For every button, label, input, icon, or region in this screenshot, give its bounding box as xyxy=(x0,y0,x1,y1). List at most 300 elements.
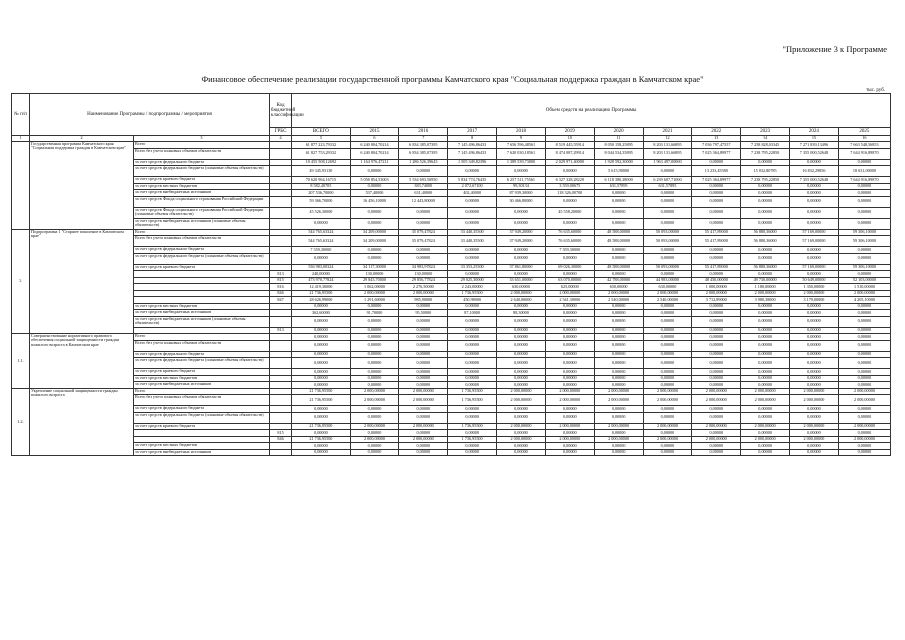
amount-cell: 0,00000 xyxy=(838,183,890,190)
amount-cell: 1 736,95500 xyxy=(448,436,497,443)
amount-cell: 0,00000 xyxy=(497,253,546,264)
amount-cell: 61 827 753,29332 xyxy=(292,148,350,159)
amount-cell: 6 239 607,71000 xyxy=(643,177,692,184)
column-number: 4 xyxy=(269,136,291,142)
amount-cell: 0,00000 xyxy=(790,449,839,456)
amount-cell: 402,40000 xyxy=(448,190,497,197)
amount-cell: 48 588,00000 xyxy=(594,236,643,247)
amount-cell: 48 450,00000 xyxy=(692,277,741,284)
amount-cell: 0,00000 xyxy=(350,406,399,413)
amount-cell: 2 000,00000 xyxy=(350,436,399,443)
amount-cell: 0,00000 xyxy=(790,310,839,317)
amount-cell: 0,00000 xyxy=(399,166,448,177)
table-row xyxy=(12,166,891,177)
appendix-label: "Приложение 3 к Программе xyxy=(782,44,887,54)
amount-cell: 2 541,30000 xyxy=(545,297,594,304)
amount-cell: 0,00000 xyxy=(741,340,790,351)
amount-cell: 118 326,00700 xyxy=(545,190,594,197)
amount-cell: 57 169,00000 xyxy=(790,229,839,236)
amount-cell: 2 000,00000 xyxy=(350,290,399,297)
amount-cell: 2 000,00000 xyxy=(741,290,790,297)
amount-cell: 7 355 000,52648 xyxy=(790,148,839,159)
amount-cell: 0,00000 xyxy=(692,369,741,376)
source-label: Всего xyxy=(134,334,270,341)
header-year: 2021 xyxy=(643,128,692,136)
amount-cell: 0,00000 xyxy=(497,406,546,413)
column-number: 5 xyxy=(292,136,350,142)
amount-cell: 0,00000 xyxy=(790,303,839,310)
amount-cell: 2 000,00000 xyxy=(350,388,399,395)
amount-cell: 0,00000 xyxy=(643,247,692,254)
amount-cell: 2 000,00000 xyxy=(692,423,741,430)
amount-cell: 0,00000 xyxy=(594,271,643,278)
amount-cell: 0,00000 xyxy=(838,449,890,456)
amount-cell: 0,00000 xyxy=(594,443,643,450)
amount-cell: 3 980,38000 xyxy=(741,297,790,304)
amount-cell: 0,00000 xyxy=(448,271,497,278)
amount-cell: 0,00000 xyxy=(448,247,497,254)
amount-cell: 5 534 693,56950 xyxy=(399,177,448,184)
amount-cell: 6 834 385,07395 xyxy=(399,142,448,149)
amount-cell: 0,00000 xyxy=(350,430,399,437)
amount-cell: 0,00000 xyxy=(741,443,790,450)
amount-cell: 0,00000 xyxy=(790,183,839,190)
grbs-code xyxy=(269,340,291,351)
amount-cell: 2 000,00000 xyxy=(497,436,546,443)
amount-cell: 0,00000 xyxy=(448,351,497,358)
amount-cell: 21 736,95500 xyxy=(292,388,350,395)
source-label: за счет средств местных бюджетов xyxy=(134,375,270,382)
amount-cell: 5 615,90000 xyxy=(594,166,643,177)
amount-cell: 130,00000 xyxy=(399,271,448,278)
amount-cell: 625,00000 xyxy=(545,284,594,291)
source-label: за счет средств федерального бюджета xyxy=(134,351,270,358)
amount-cell: 56 880,36000 xyxy=(741,264,790,271)
amount-cell: 0,00000 xyxy=(399,406,448,413)
amount-cell: 631,57895 xyxy=(643,183,692,190)
source-label: Всего xyxy=(134,388,270,395)
amount-cell: 0,00000 xyxy=(594,247,643,254)
amount-cell: 7 238 795,22850 xyxy=(741,177,790,184)
amount-cell: 6 327 328,28229 xyxy=(545,177,594,184)
amount-cell: 0,00000 xyxy=(399,449,448,456)
amount-cell: 0,00000 xyxy=(790,316,839,327)
amount-cell: 0,00000 xyxy=(399,303,448,310)
amount-cell: 34 117,30000 xyxy=(350,264,399,271)
amount-cell: 13 233,45580 xyxy=(692,166,741,177)
grbs-code xyxy=(269,395,291,406)
amount-cell: 87,10000 xyxy=(448,310,497,317)
amount-cell: 0,00000 xyxy=(545,218,594,229)
source-label: за счет средств местных бюджетов xyxy=(134,303,270,310)
source-label: за счет средств краевого бюджета xyxy=(134,423,270,430)
amount-cell: 0,00000 xyxy=(692,340,741,351)
amount-cell: 50 093,00000 xyxy=(643,236,692,247)
amount-cell: 0,00000 xyxy=(838,369,890,376)
amount-cell: 1 291,60000 xyxy=(350,297,399,304)
amount-cell: 2 000,00000 xyxy=(350,395,399,406)
amount-cell: 3 179,00000 xyxy=(790,297,839,304)
amount-cell: 2 000,00000 xyxy=(692,395,741,406)
amount-cell: 0,00000 xyxy=(692,159,741,166)
amount-cell: 0,00000 xyxy=(790,406,839,413)
grbs-code xyxy=(269,236,291,247)
amount-cell: 3 712,89000 xyxy=(692,297,741,304)
amount-cell: 0,00000 xyxy=(643,449,692,456)
amount-cell: 0,00000 xyxy=(350,375,399,382)
amount-cell: 7 663 548,56853 xyxy=(838,142,890,149)
amount-cell: 2 000,00000 xyxy=(399,388,448,395)
amount-cell: 0,00000 xyxy=(350,316,399,327)
amount-cell: 5 834 774,76435 xyxy=(448,177,497,184)
amount-cell: 0,00000 xyxy=(497,166,546,177)
amount-cell: 2 029 971,40000 xyxy=(545,159,594,166)
amount-cell: 0,00000 xyxy=(643,271,692,278)
amount-cell: 44 983,00000 xyxy=(643,277,692,284)
amount-cell: 1 062,00000 xyxy=(350,284,399,291)
amount-cell: 42 788,00000 xyxy=(594,277,643,284)
amount-cell: 1 928 592,30000 xyxy=(594,159,643,166)
amount-cell: 0,00000 xyxy=(643,207,692,218)
amount-cell: 0,00000 xyxy=(399,218,448,229)
amount-cell: 0,00000 xyxy=(838,340,890,351)
source-label: Всего без учета плановых объемов обязательств xyxy=(134,236,270,247)
amount-cell: 0,00000 xyxy=(643,430,692,437)
amount-cell: 0,00000 xyxy=(292,406,350,413)
amount-cell: 0,00000 xyxy=(350,247,399,254)
amount-cell: 21 736,95500 xyxy=(292,290,350,297)
amount-cell: 0,00000 xyxy=(292,358,350,369)
amount-cell: 0,00000 xyxy=(448,430,497,437)
amount-cell: 69 026,30000 xyxy=(545,264,594,271)
amount-cell: 0,00000 xyxy=(643,316,692,327)
amount-cell: 2 000,00000 xyxy=(594,423,643,430)
amount-cell: 0,00000 xyxy=(692,183,741,190)
amount-cell: 2 000,00000 xyxy=(692,290,741,297)
amount-cell: 2 000,00000 xyxy=(350,423,399,430)
amount-cell: 45 526,30000 xyxy=(292,207,350,218)
amount-cell: 2 072,67100 xyxy=(448,183,497,190)
amount-cell: 0,00000 xyxy=(692,253,741,264)
amount-cell: 2 000,00000 xyxy=(790,290,839,297)
amount-cell: 0,00000 xyxy=(790,159,839,166)
source-label: за счет средств федерального бюджета (плановые объемы обязательств) xyxy=(134,253,270,264)
amount-cell: 2 000,00000 xyxy=(790,388,839,395)
amount-cell: 1 000,00000 xyxy=(692,284,741,291)
amount-cell: 2 000,00000 xyxy=(838,290,890,297)
amount-cell: 0,00000 xyxy=(545,449,594,456)
amount-cell: 2 540,00000 xyxy=(643,297,692,304)
amount-cell: 0,00000 xyxy=(790,412,839,423)
amount-cell: 0,00000 xyxy=(350,340,399,351)
unit-label: тыс. руб. xyxy=(866,88,885,93)
amount-cell: 7 036 797,47557 xyxy=(692,142,741,149)
amount-cell: 0,00000 xyxy=(741,334,790,341)
amount-cell: 0,00000 xyxy=(350,449,399,456)
amount-cell: 2 000,00000 xyxy=(497,388,546,395)
amount-cell: 0,00000 xyxy=(838,310,890,317)
amount-cell: 0,00000 xyxy=(594,406,643,413)
amount-cell: 35 079,47824 xyxy=(399,236,448,247)
amount-cell: 0,00000 xyxy=(545,310,594,317)
amount-cell: 0,00000 xyxy=(497,271,546,278)
grbs-code xyxy=(269,253,291,264)
amount-cell: 0,00000 xyxy=(790,334,839,341)
amount-cell: 0,00000 xyxy=(594,340,643,351)
block-name: Укрепление социальной защищенности граждан пожилого возраста xyxy=(30,388,134,456)
amount-cell: 57 169,00000 xyxy=(790,236,839,247)
amount-cell: 0,00000 xyxy=(399,316,448,327)
amount-cell: 0,00000 xyxy=(594,412,643,423)
amount-cell: 0,00000 xyxy=(545,382,594,389)
table-row xyxy=(12,412,891,423)
table-row xyxy=(12,253,891,264)
amount-cell: 0,00000 xyxy=(448,334,497,341)
header-year: 2020 xyxy=(594,128,643,136)
amount-cell: 8 582,40705 xyxy=(292,183,350,190)
amount-cell: 0,00000 xyxy=(692,334,741,341)
header-year: 2019 xyxy=(545,128,594,136)
grbs-code xyxy=(269,196,291,207)
amount-cell: 0,00000 xyxy=(643,334,692,341)
amount-cell: 8 474 087,29914 xyxy=(545,148,594,159)
amount-cell: 2 000,00000 xyxy=(692,436,741,443)
amount-cell: 0,00000 xyxy=(594,358,643,369)
amount-cell: 0,00000 xyxy=(741,218,790,229)
amount-cell: 0,00000 xyxy=(497,443,546,450)
amount-cell: 0,00000 xyxy=(545,443,594,450)
amount-cell: 0,00000 xyxy=(292,351,350,358)
amount-cell: 0,00000 xyxy=(741,375,790,382)
amount-cell: 2 000,00000 xyxy=(545,290,594,297)
amount-cell: 0,00000 xyxy=(292,369,350,376)
amount-cell: 0,00000 xyxy=(838,159,890,166)
amount-cell: 55 417,89000 xyxy=(692,229,741,236)
amount-cell: 0,00000 xyxy=(594,310,643,317)
amount-cell: 50 093,00000 xyxy=(643,229,692,236)
amount-cell: 0,00000 xyxy=(594,218,643,229)
amount-cell: 76 635,60000 xyxy=(545,236,594,247)
amount-cell: 0,00000 xyxy=(399,369,448,376)
amount-cell: 0,00000 xyxy=(643,218,692,229)
amount-cell: 0,00000 xyxy=(399,375,448,382)
amount-cell: 0,00000 xyxy=(692,207,741,218)
amount-cell: 0,00000 xyxy=(399,207,448,218)
amount-cell: 0,00000 xyxy=(741,207,790,218)
column-number: 14 xyxy=(741,136,790,142)
source-label: за счет средств местных бюджетов xyxy=(134,443,270,450)
amount-cell: 0,00000 xyxy=(448,443,497,450)
amount-cell: 0,00000 xyxy=(790,369,839,376)
amount-cell: 2 000,00000 xyxy=(643,290,692,297)
amount-cell: 33 440,35500 xyxy=(448,229,497,236)
amount-cell: 0,00000 xyxy=(741,449,790,456)
table-row xyxy=(12,316,891,327)
amount-cell: 2 000,00000 xyxy=(399,423,448,430)
amount-cell: 0,00000 xyxy=(545,375,594,382)
amount-cell: 0,00000 xyxy=(545,340,594,351)
amount-cell: 2 000,00000 xyxy=(790,395,839,406)
header-volume: Объем средств на реализацию Программы xyxy=(292,94,891,128)
amount-cell: 7 145 496,86433 xyxy=(448,148,497,159)
amount-cell: 0,00000 xyxy=(399,253,448,264)
amount-cell: 2 000,00000 xyxy=(643,423,692,430)
amount-cell: 0,00000 xyxy=(448,327,497,334)
amount-cell: 49 730,00000 xyxy=(741,277,790,284)
amount-cell: 0,00000 xyxy=(790,358,839,369)
amount-cell: 34 209,00000 xyxy=(350,236,399,247)
amount-cell: 0,00000 xyxy=(741,327,790,334)
amount-cell: 0,00000 xyxy=(497,351,546,358)
amount-cell: 130,00000 xyxy=(350,271,399,278)
amount-cell: 2 000,00000 xyxy=(741,395,790,406)
source-label: за счет средств краевого бюджета xyxy=(134,177,270,184)
amount-cell: 0,00000 xyxy=(643,190,692,197)
amount-cell: 0,00000 xyxy=(545,316,594,327)
amount-cell: 7 271 839,13496 xyxy=(790,142,839,149)
block-name: Государственная программа Камчатского края "Социальная поддержка граждан в Камчатском крае" xyxy=(30,142,134,230)
table-row xyxy=(12,395,891,406)
amount-cell: 0,00000 xyxy=(838,316,890,327)
amount-cell: 0,00000 xyxy=(741,412,790,423)
amount-cell: 34 209,00000 xyxy=(350,229,399,236)
amount-cell: 8 203 131,66895 xyxy=(643,148,692,159)
amount-cell: 0,00000 xyxy=(692,316,741,327)
amount-cell: 0,00000 xyxy=(790,196,839,207)
amount-cell: 0,00000 xyxy=(790,327,839,334)
amount-cell: 2 000,00000 xyxy=(838,436,890,443)
amount-cell: 0,00000 xyxy=(838,190,890,197)
amount-cell: 0,00000 xyxy=(838,196,890,207)
amount-cell: 12 443,80000 xyxy=(399,196,448,207)
table-row xyxy=(12,148,891,159)
amount-cell: 2 000,00000 xyxy=(741,388,790,395)
amount-cell: 15 032,80785 xyxy=(741,166,790,177)
source-label: за счет средств федерального бюджета (плановые объемы обязательств) xyxy=(134,358,270,369)
amount-cell: 0,00000 xyxy=(741,351,790,358)
amount-cell: 0,00000 xyxy=(594,253,643,264)
amount-cell: 650,00000 xyxy=(594,284,643,291)
amount-cell: 536 983,00324 xyxy=(292,264,350,271)
amount-cell: 1 286 526,39643 xyxy=(399,159,448,166)
amount-cell: 0,00000 xyxy=(643,382,692,389)
amount-cell: 0,00000 xyxy=(545,253,594,264)
amount-cell: 95,50000 xyxy=(399,310,448,317)
block-number: 1. xyxy=(12,229,30,334)
amount-cell: 0,00000 xyxy=(497,358,546,369)
amount-cell: 0,00000 xyxy=(838,351,890,358)
amount-cell: 0,00000 xyxy=(594,207,643,218)
amount-cell: 0,00000 xyxy=(448,196,497,207)
amount-cell: 7 644 916,89870 xyxy=(838,177,890,184)
amount-cell: 0,00000 xyxy=(838,218,890,229)
amount-cell: 0,00000 xyxy=(790,430,839,437)
header-year: 2022 xyxy=(692,128,741,136)
amount-cell: 0,00000 xyxy=(497,316,546,327)
amount-cell: 0,00000 xyxy=(497,430,546,437)
amount-cell: 0,00000 xyxy=(741,358,790,369)
amount-cell: 3 559,00675 xyxy=(545,183,594,190)
source-label: за счет средств Фонда социального страхования Российской Федерации (плановые объемы обязательств) xyxy=(134,207,270,218)
amount-cell: 59 306,10000 xyxy=(838,236,890,247)
amount-cell: 37 949,20000 xyxy=(497,236,546,247)
amount-cell: 0,00000 xyxy=(790,340,839,351)
amount-cell: 0,00000 xyxy=(838,430,890,437)
amount-cell: 0,00000 xyxy=(497,218,546,229)
source-label: за счет средств федерального бюджета xyxy=(134,159,270,166)
amount-cell: 55 417,89000 xyxy=(692,236,741,247)
amount-cell: 63 070,00000 xyxy=(545,277,594,284)
source-label: за счет средств внебюджетных источников xyxy=(134,190,270,197)
grbs-code: 815 xyxy=(269,430,291,437)
amount-cell: 2 000,00000 xyxy=(399,290,448,297)
amount-cell: 544 765,63324 xyxy=(292,229,350,236)
source-label: за счет средств местных бюджетов xyxy=(134,183,270,190)
amount-cell: 2 000,00000 xyxy=(741,423,790,430)
amount-cell: 0,00000 xyxy=(838,382,890,389)
amount-cell: 0,00000 xyxy=(350,207,399,218)
amount-cell: 473 970,77824 xyxy=(292,277,350,284)
source-label: за счет средств внебюджетных источников (плановые объемы обязательств) xyxy=(134,218,270,229)
amount-cell: 29 025,30000 xyxy=(448,277,497,284)
amount-cell: 0,00000 xyxy=(838,247,890,254)
source-label: за счет средств федерального бюджета (плановые объемы обязательств) xyxy=(134,412,270,423)
amount-cell: 0,00000 xyxy=(643,375,692,382)
amount-cell: 21 736,95500 xyxy=(292,423,350,430)
amount-cell: 30 466,80000 xyxy=(497,196,546,207)
amount-cell: 0,00000 xyxy=(497,207,546,218)
amount-cell: 0,00000 xyxy=(497,449,546,456)
amount-cell: 0,00000 xyxy=(692,271,741,278)
amount-cell: 0,00000 xyxy=(741,190,790,197)
amount-cell: 0,00000 xyxy=(643,253,692,264)
source-label: Всего без учета плановых объемов обязательств xyxy=(134,340,270,351)
amount-cell: 0,00000 xyxy=(292,443,350,450)
amount-cell: 0,00000 xyxy=(350,369,399,376)
amount-cell: 0,00000 xyxy=(545,406,594,413)
amount-cell: 8 519 445,55914 xyxy=(545,142,594,149)
amount-cell: 0,00000 xyxy=(594,327,643,334)
amount-cell: 33 353,25500 xyxy=(448,264,497,271)
amount-cell: 0,00000 xyxy=(399,334,448,341)
amount-cell: 59 366,70000 xyxy=(292,196,350,207)
amount-cell: 6 257 511,75561 xyxy=(497,177,546,184)
amount-cell: 0,00000 xyxy=(741,310,790,317)
amount-cell: 2 000,00000 xyxy=(497,290,546,297)
amount-cell: 5 058 854,53003 xyxy=(350,177,399,184)
amount-cell: 0,00000 xyxy=(292,340,350,351)
amount-cell: 7 238 795,22850 xyxy=(741,148,790,159)
amount-cell: 0,00000 xyxy=(692,443,741,450)
source-label: за счет средств федерального бюджета (плановые объемы обязательств) xyxy=(134,166,270,177)
amount-cell: 0,00000 xyxy=(790,271,839,278)
amount-cell: 383,74000 xyxy=(399,183,448,190)
amount-cell: 0,00000 xyxy=(838,375,890,382)
amount-cell: 0,00000 xyxy=(692,412,741,423)
column-number: 10 xyxy=(545,136,594,142)
amount-cell: 0,00000 xyxy=(790,382,839,389)
amount-cell: 0,00000 xyxy=(692,382,741,389)
amount-cell: 362,60000 xyxy=(292,310,350,317)
amount-cell: 0,00000 xyxy=(497,247,546,254)
amount-cell: 7 656 596,48561 xyxy=(497,142,546,149)
amount-cell: 2 000,00000 xyxy=(838,395,890,406)
amount-cell: 2 000,00000 xyxy=(838,423,890,430)
table-row xyxy=(12,236,891,247)
amount-cell: 0,00000 xyxy=(790,207,839,218)
amount-cell: 0,00000 xyxy=(292,382,350,389)
amount-cell: 10 455 508,12692 xyxy=(292,159,350,166)
